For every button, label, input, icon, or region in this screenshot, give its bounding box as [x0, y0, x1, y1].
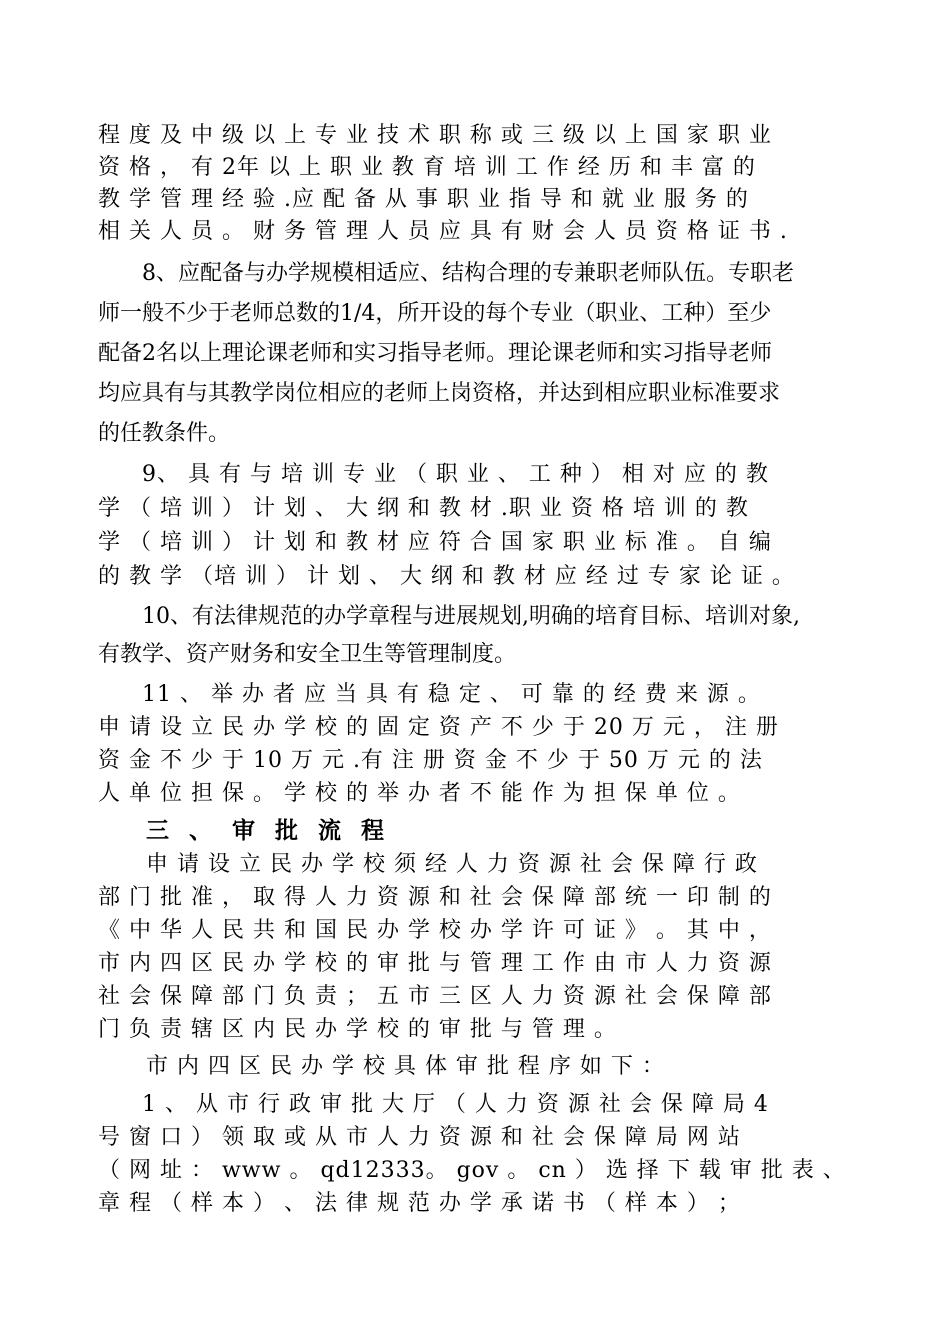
section-heading: 三 、 审 批 流 程 [146, 818, 391, 844]
paragraph-procedure-intro [98, 1050, 858, 1084]
text-line: 申 请 设 立 民 办 学 校 须 经 人 力 资 源 社 会 保 障 行 政 [146, 852, 758, 877]
text-line: 程 度 及 中 级 以 上 专 业 技 术 职 称 或 三 级 以 上 国 家 职 业 [98, 123, 772, 148]
text-line: 学 （ 培 训 ） 计 划 和 教 材 应 符 合 国 家 职 业 标 准 。 自 编 [98, 530, 772, 555]
text-line: 8、应配备与办学规模相适应、结构合理的专兼职老师队伍。专职老 [142, 261, 794, 286]
text-line: 11 、 举 办 者 应 当 具 有 稳 定 、 可 靠 的 经 费 来 源 。 [142, 682, 761, 707]
paragraph-staff-qualification [98, 120, 858, 248]
paragraph-step-1 [98, 1088, 858, 1220]
text-line: 资 格 ， 有 2年 以 上 职 业 教 育 培 训 工 作 经 历 和 丰 富 的 [98, 155, 756, 180]
text-line: 学 （ 培 训 ） 计 划 、 大 纲 和 教 材 .职 业 资 格 培 训 的 教 [98, 496, 749, 521]
text-line: 市 内 四 区 民 办 学 校 的 审 批 与 管 理 工 作 由 市 人 力 资 源 [98, 951, 772, 976]
paragraph-item-8 [98, 254, 858, 454]
paragraph-item-10 [98, 598, 858, 674]
text-line: 教 学 管 理 经 验 .应 配 备 从 事 职 业 指 导 和 就 业 服 务 的 [98, 187, 749, 212]
text-line: 配备2名以上理论课老师和实习指导老师。理论课老师和实习指导老师 [98, 341, 772, 366]
text-line: 师一般不少于老师总数的1/4，所开设的每个专业（职业、工种）至少 [98, 301, 772, 326]
text-line: 1 、 从 市 行 政 审 批 大 厅 （ 人 力 资 源 社 会 保 障 局 4 [142, 1092, 769, 1117]
paragraph-item-9 [98, 458, 858, 594]
paragraph-item-11 [98, 678, 858, 810]
text-line: 10、有法律规范的办学章程与进展规划,明确的培育目标、培训对象, [142, 604, 800, 629]
text-line: 的 教 学 （培 训 ） 计 划 、 大 纲 和 教 材 应 经 过 专 家 论 证 。 [98, 564, 795, 589]
text-line: （ 网 址 ： www 。 qd12333。 gov 。 cn ） 选 择 下 载 审 批 表 、 [98, 1158, 846, 1183]
text-line: 相 关 人 员 。 财 务 管 理 人 员 应 具 有 财 会 人 员 资 格 证 书 . [98, 219, 788, 244]
text-line: 均应具有与其教学岗位相应的老师上岗资格，并达到相应职业标准要求 [98, 381, 781, 406]
text-line: 人 单 位 担 保 。 学 校 的 举 办 者 不 能 作 为 担 保 单 位 。 [98, 781, 741, 806]
document-page [98, 120, 858, 1224]
text-line: 市 内 四 区 民 办 学 校 具 体 审 批 程 序 如 下 ： [146, 1054, 665, 1079]
text-line: 的任教条件。 [98, 421, 231, 446]
text-line: 《 中 华 人 民 共 和 国 民 办 学 校 办 学 许 可 证 》 。 其 中 ， [98, 918, 772, 943]
text-line: 9、 具 有 与 培 训 专 业 （ 职 业 、 工 种 ） 相 对 应 的 教 [142, 462, 769, 487]
text-line: 号 窗 口 ） 领 取 或 从 市 人 力 资 源 和 社 会 保 障 局 网 站 [98, 1125, 741, 1150]
text-line: 部 门 批 准 ， 取 得 人 力 资 源 和 社 会 保 障 部 统 一 印 制 的 [98, 885, 772, 910]
text-line: 门 负 责 辖 区 内 民 办 学 校 的 审 批 与 管 理 。 [98, 1017, 617, 1042]
text-line: 章 程 （ 样 本 ） 、 法 律 规 范 办 学 承 诺 书 （ 样 本 ） ； [98, 1191, 741, 1216]
paragraph-approval [98, 848, 858, 1046]
text-line: 申 请 设 立 民 办 学 校 的 固 定 资 产 不 少 于 20 万 元 ， 注 册 [98, 715, 779, 740]
text-line: 有教学、资产财务和安全卫生等管理制度。 [98, 642, 517, 667]
text-line: 资 金 不 少 于 10 万 元 .有 注 册 资 金 不 少 于 50 万 元 的 法 [98, 748, 763, 773]
text-line: 社 会 保 障 部 门 负 责 ； 五 市 三 区 人 力 资 源 社 会 保 障 部 [98, 984, 772, 1009]
